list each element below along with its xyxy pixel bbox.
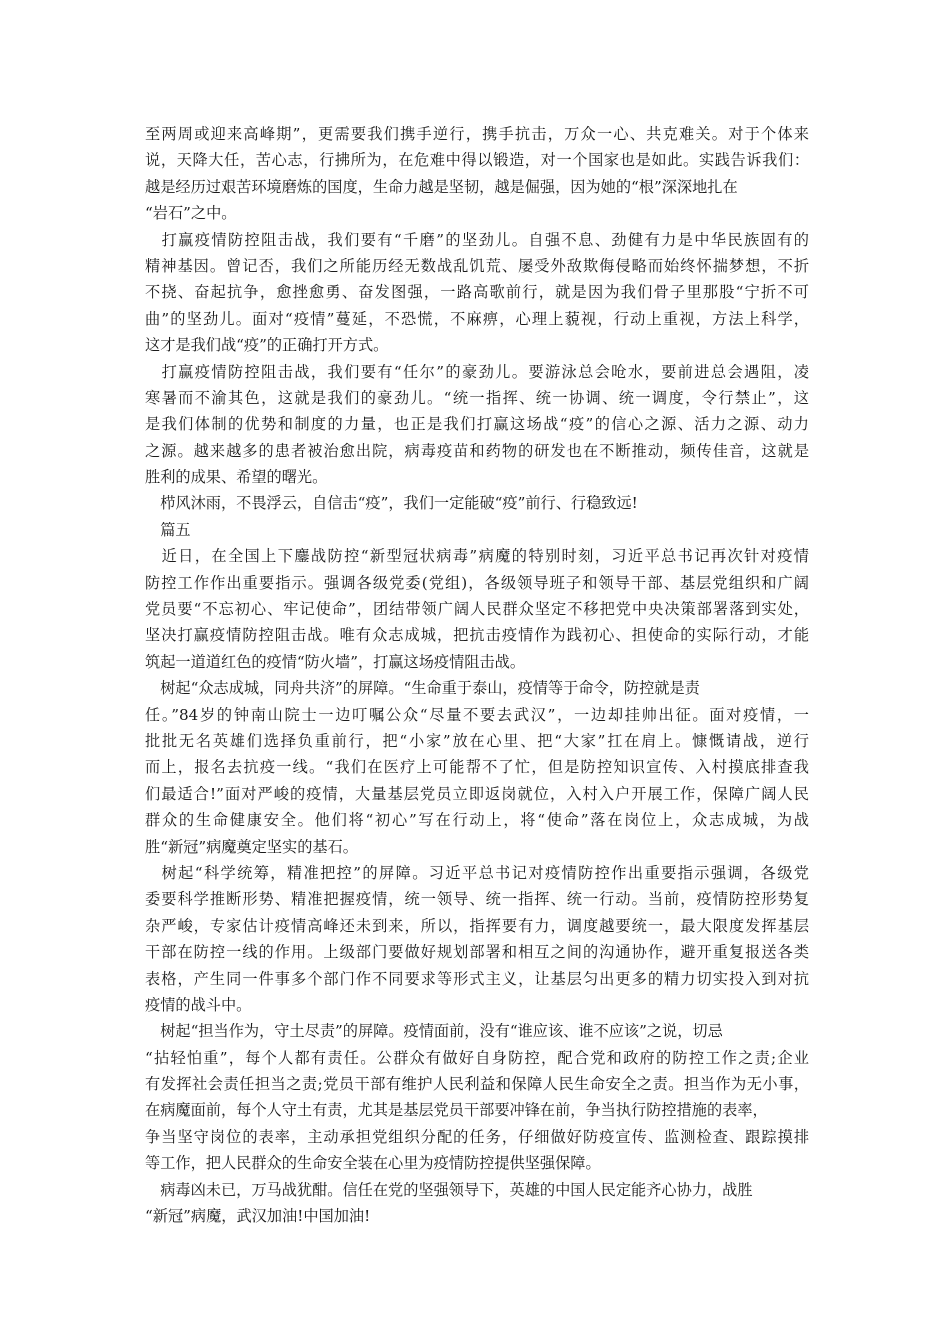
text-line: 之源。越来越多的患者被治愈出院，病毒疫苗和药物的研发也在不断推动，频传佳音，这就是	[145, 441, 809, 460]
text-line: “岩石”之中。	[145, 204, 237, 223]
text-line: 不挠、奋起抗争，愈挫愈勇、奋发图强，一路高歌前行，就是因为我们骨子里那股“宁折不可	[145, 283, 809, 302]
text-line: 打赢疫情防控阻击战，我们要有“任尔”的豪劲儿。要游泳总会呛水，要前进总会遇阻，凌	[145, 362, 809, 381]
text-line: 表格，产生同一件事多个部门作不同要求等形式主义，让基层匀出更多的精力切实投入到对抗	[145, 969, 809, 988]
text-line: 越是经历过艰苦环境磨炼的国度，生命力越是坚韧，越是倔强，因为她的“根”深深地扎在	[145, 177, 738, 196]
text-line: 栉风沐雨，不畏浮云，自信击“疫”，我们一定能破“疫”前行、行稳致远!	[145, 494, 638, 513]
text-line: 打赢疫情防控阻击战，我们要有“千磨”的坚劲儿。自强不息、劲健有力是中华民族固有的	[145, 230, 809, 249]
text-line: 而上，报名去抗疫一线。“我们在医疗上可能帮不了忙，但是防控知识宣传、入村摸底排查我	[145, 758, 809, 777]
text-line: 有发挥社会责任担当之责;党员干部有维护人民利益和保障人民生命安全之责。担当作为无小事，	[145, 1075, 809, 1094]
text-line: 胜利的成果、希望的曙光。	[145, 468, 328, 487]
text-line: 批批无名英雄们选择负重前行，把“小家”放在心里、把“大家”扛在肩上。慷慨请战，逆行	[145, 731, 809, 750]
text-line: 疫情的战斗中。	[145, 995, 252, 1014]
text-line: “新冠”病魔，武汉加油!中国加油!	[145, 1207, 371, 1226]
text-line: 任。”84岁的钟南山院士一边叮嘱公众“尽量不要去武汉”，一边却挂帅出征。面对疫情，一	[145, 705, 809, 724]
text-line: 坚决打赢疫情防控阻击战。唯有众志成城，把抗击疫情作为践初心、担使命的实际行动，才能	[145, 626, 809, 645]
text-line: 委要科学推断形势、精准把握疫情，统一领导、统一指挥、统一行动。当前，疫情防控形势复	[145, 890, 809, 909]
text-line: 这才是我们战“疫”的正确打开方式。	[145, 336, 389, 355]
text-line: 等工作，把人民群众的生命安全装在心里为疫情防控提供坚强保障。	[145, 1154, 601, 1173]
text-line: 干部在防控一线的作用。上级部门要做好规划部署和相互之间的沟通协作，避开重复报送各类	[145, 943, 809, 962]
text-line: 防控工作作出重要指示。强调各级党委(党组)，各级领导班子和领导干部、基层党组织和广阔	[145, 573, 809, 592]
text-line: 病毒凶未已，万马战犹酣。信任在党的坚强领导下，英雄的中国人民定能齐心协力，战胜	[145, 1180, 753, 1199]
text-line: 精神基因。曾记否，我们之所能历经无数战乱饥荒、屡受外敌欺侮侵略而始终怀揣梦想，不折	[145, 256, 809, 275]
text-line: 杂严峻，专家估计疫情高峰还未到来，所以，指挥要有力，调度越要统一，最大限度发挥基层	[145, 916, 809, 935]
text-line: 树起“担当作为，守土尽责”的屏障。疫情面前，没有“谁应该、谁不应该”之说，切忌	[145, 1022, 723, 1041]
text-line: 党员要“不忘初心、牢记使命”，团结带领广阔人民群众坚定不移把党中央决策部署落到实处，	[145, 600, 809, 619]
text-line: 在病魔面前，每个人守土有责，尤其是基层党员干部要冲锋在前，争当执行防控措施的表率，	[145, 1101, 768, 1120]
text-line: 说，天降大任，苦心志，行拂所为，在危难中得以锻造，对一个国家也是如此。实践告诉我们：	[145, 151, 809, 170]
text-line: 们最适合!”面对严峻的疫情，大量基层党员立即返岗就位，入村入户开展工作，保障广阔人民	[145, 784, 809, 803]
text-line: 是我们体制的优势和制度的力量，也正是我们打赢这场战“疫”的信心之源、活力之源、动力	[145, 415, 809, 434]
document-body	[145, 121, 809, 1229]
text-line: 争当坚守岗位的表率，主动承担党组织分配的任务，仔细做好防疫宣传、监测检查、跟踪摸排	[145, 1127, 809, 1146]
text-line: 寒暑而不渝其色，这就是我们的豪劲儿。“统一指挥、统一协调、统一调度，令行禁止”，这	[145, 388, 809, 407]
text-line: 群众的生命健康安全。他们将“初心”写在行动上，将“使命”落在岗位上，众志成城，为战	[145, 811, 809, 830]
text-line: “拈轻怕重”，每个人都有责任。公群众有做好自身防控，配合党和政府的防控工作之责;企业	[145, 1048, 809, 1067]
text-line: 近日，在全国上下鏖战防控“新型冠状病毒”病魔的特别时刻，习近平总书记再次针对疫情	[145, 547, 809, 566]
text-line: 篇五	[145, 520, 191, 539]
text-line: 树起“科学统筹，精准把控”的屏障。习近平总书记对疫情防控作出重要指示强调，各级党	[145, 863, 809, 882]
text-line: 至两周或迎来高峰期”，更需要我们携手逆行，携手抗击，万众一心、共克难关。对于个体来	[145, 125, 809, 143]
text-line: 曲”的坚劲儿。面对“疫情”蔓延，不恐慌，不麻痹，心理上藐视，行动上重视，方法上科学，	[145, 309, 809, 328]
text-line: 树起“众志成城，同舟共济”的屏障。“生命重于泰山，疫情等于命令，防控就是责	[145, 679, 700, 698]
text-line: 筑起一道道红色的疫情“防火墙”，打赢这场疫情阻击战。	[145, 652, 526, 671]
text-line: 胜“新冠”病魔奠定坚实的基石。	[145, 837, 358, 856]
